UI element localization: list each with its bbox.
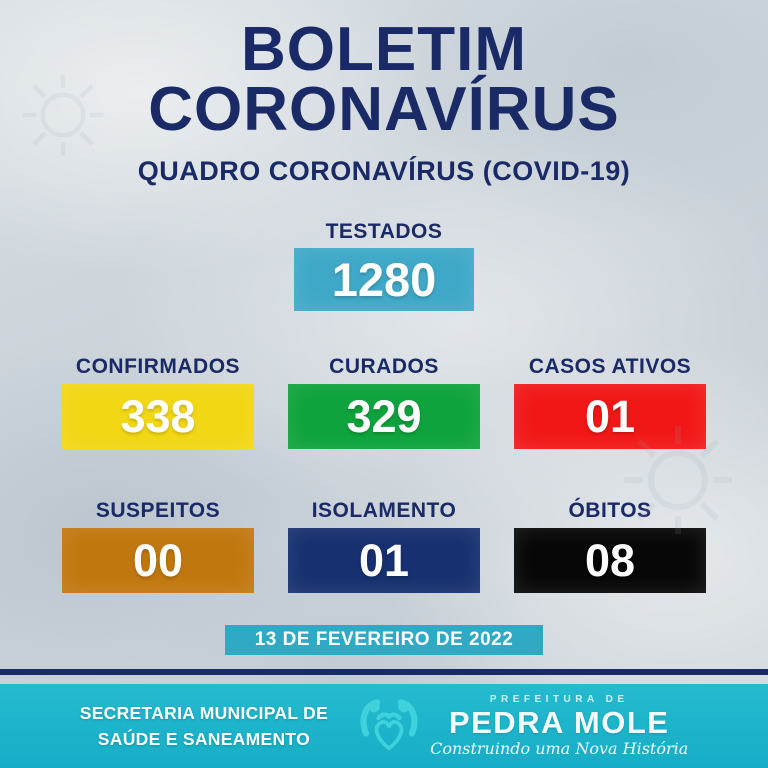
stat-value: 00 bbox=[132, 534, 184, 586]
stat-isolamento bbox=[288, 499, 480, 593]
stat-value-box bbox=[288, 384, 480, 449]
stat-value-box bbox=[514, 528, 706, 593]
logo-tagline: Construindo uma Nova História bbox=[430, 739, 689, 758]
stat-casos-ativos bbox=[514, 355, 706, 449]
tested-value: 1280 bbox=[331, 253, 437, 307]
subtitle: QUADRO CORONAVÍRUS (COVID-19) bbox=[137, 156, 631, 187]
tested-value-box bbox=[294, 248, 474, 311]
stat-label: ÓBITOS bbox=[568, 499, 652, 523]
stat-label: CASOS ATIVOS bbox=[528, 355, 692, 379]
stat-value: 01 bbox=[358, 534, 410, 586]
stat-suspeitos bbox=[62, 499, 254, 593]
stat-label: SUSPEITOS bbox=[95, 499, 221, 523]
logo-pretitle: PREFEITURA DE bbox=[489, 694, 629, 705]
department-name bbox=[80, 700, 328, 753]
stat-label: CURADOS bbox=[329, 355, 439, 379]
stat-value-box bbox=[62, 528, 254, 593]
stat-value: 08 bbox=[584, 534, 636, 586]
divider bbox=[0, 669, 768, 675]
stat-value: 01 bbox=[584, 390, 636, 442]
stat-value: 329 bbox=[346, 390, 422, 442]
stat-value: 338 bbox=[120, 390, 196, 442]
stat-label: CONFIRMADOS bbox=[75, 355, 241, 379]
stat-label: ISOLAMENTO bbox=[311, 499, 457, 523]
tested-stat bbox=[0, 220, 768, 311]
department-line-1: SECRETARIA MUNICIPAL DE bbox=[79, 702, 329, 723]
stat-value-box bbox=[288, 528, 480, 593]
page-title bbox=[0, 15, 768, 144]
city-hall-logo bbox=[358, 694, 688, 758]
logo-text bbox=[430, 695, 688, 757]
department-line-2: SAÚDE E SANEAMENTO bbox=[97, 729, 310, 749]
stat-obitos bbox=[514, 499, 706, 593]
date-row bbox=[0, 625, 768, 655]
date-banner: 13 DE FEVEREIRO DE 2022 bbox=[225, 625, 544, 655]
tested-label: TESTADOS bbox=[325, 220, 443, 244]
stat-confirmados bbox=[62, 355, 254, 449]
title-line-2: CORONAVÍRUS bbox=[148, 74, 620, 144]
stat-curados bbox=[288, 355, 480, 449]
logo-name: PEDRA MOLE bbox=[448, 705, 670, 740]
stat-value-box bbox=[62, 384, 254, 449]
people-heart-icon bbox=[358, 694, 420, 758]
title-line-1: BOLETIM bbox=[241, 15, 527, 84]
stats-grid bbox=[62, 355, 706, 593]
stat-value-box bbox=[514, 384, 706, 449]
title-block bbox=[0, 0, 768, 187]
footer bbox=[0, 684, 768, 768]
